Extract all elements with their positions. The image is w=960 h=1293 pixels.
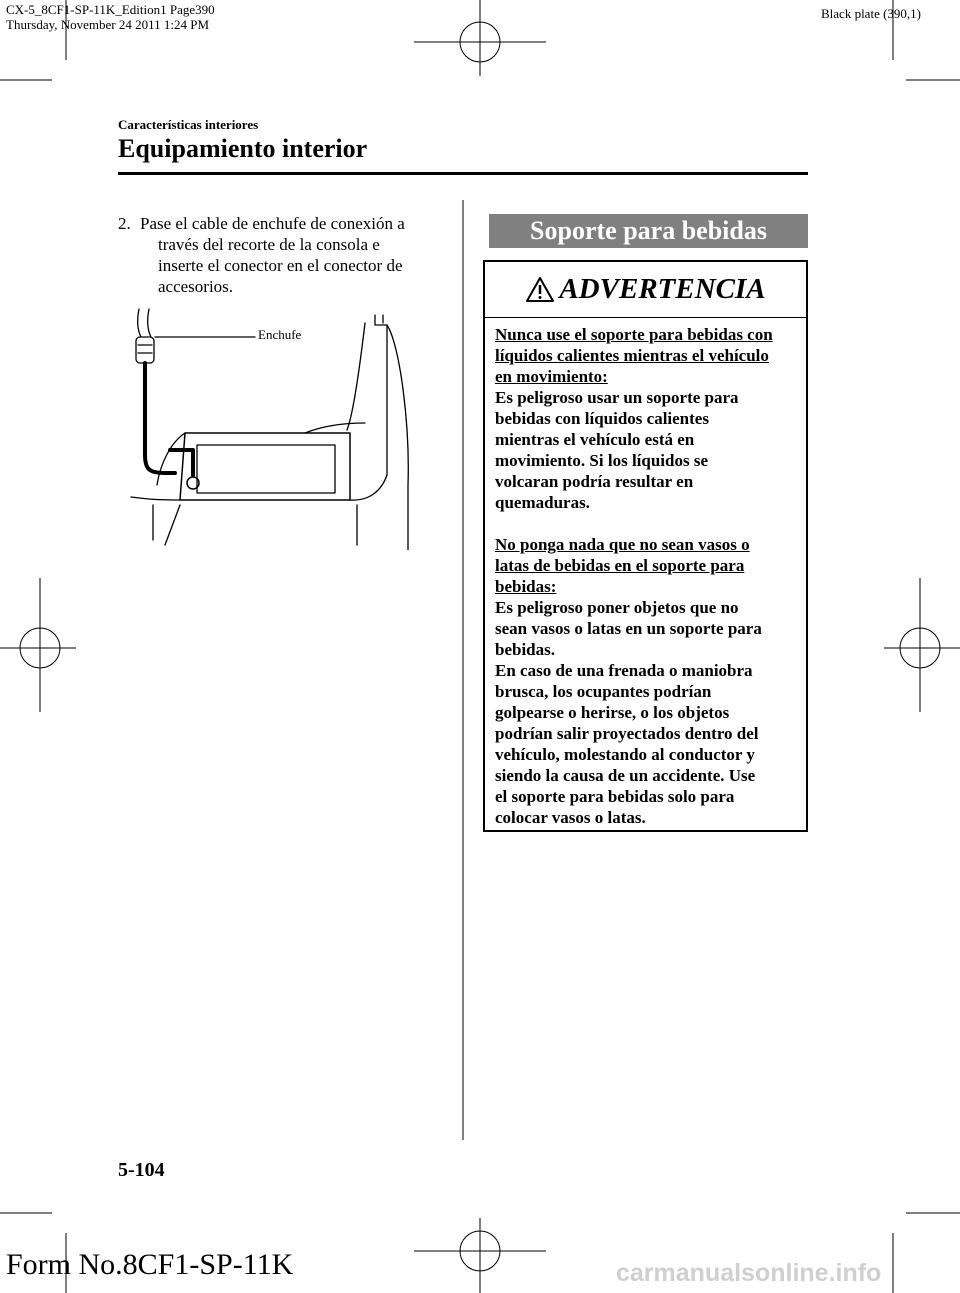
warning-line: Es peligroso poner objetos que no	[495, 598, 739, 617]
warning-line: volcaran podría resultar en	[495, 472, 694, 491]
warning-line: brusca, los ocupantes podrían	[495, 682, 712, 701]
warning-line: colocar vasos o latas.	[495, 808, 646, 827]
warning-line: Nunca use el soporte para bebidas con	[495, 325, 773, 344]
watermark: carmanualsonline.info	[616, 1259, 882, 1287]
header-plate: Black plate (390,1)	[821, 6, 921, 21]
warning-line: bebidas.	[495, 640, 555, 659]
step-text	[140, 213, 455, 297]
warning-line: sean vasos o latas en un soporte para	[495, 619, 762, 638]
warning-line: quemaduras.	[495, 493, 590, 512]
warning-line: bebidas:	[495, 577, 557, 596]
warning-line: podrían salir proyectados dentro del	[495, 724, 759, 743]
section-banner: Soporte para bebidas	[489, 214, 808, 248]
warning-line: mientras el vehículo está en	[495, 430, 695, 449]
warning-box	[483, 260, 808, 832]
section-category: Características interiores	[118, 117, 259, 132]
form-number: Form No.8CF1-SP-11K	[6, 1248, 294, 1281]
step-line: accesorios.	[158, 277, 234, 296]
page-number: 5-104	[118, 1159, 165, 1181]
warning-line: bebidas con líquidos calientes	[495, 409, 709, 428]
warning-line: movimiento. Si los líquidos se	[495, 451, 709, 470]
warning-content	[485, 318, 806, 828]
header-file-line: CX-5_8CF1-SP-11K_Edition1 Page390	[6, 2, 215, 17]
warning-title: ADVERTENCIA	[559, 273, 766, 305]
warning-line: siendo la causa de un accidente. Use	[495, 766, 756, 785]
figure-label-enchufe: Enchufe	[258, 327, 302, 342]
warning-block2-body	[495, 597, 798, 828]
warning-line: vehículo, molestando al conductor y	[495, 745, 755, 764]
section-rule	[118, 172, 808, 175]
warning-heading	[485, 262, 806, 318]
header-date-line: Thursday, November 24 2011 1:24 PM	[6, 17, 210, 32]
warning-block1-body	[495, 387, 798, 513]
section-title: Equipamiento interior	[118, 134, 368, 163]
step-line: Pase el cable de enchufe de conexión a	[140, 214, 405, 233]
warning-line: el soporte para bebidas solo para	[495, 787, 735, 806]
warning-line: No ponga nada que no sean vasos o	[495, 535, 750, 554]
step-line: inserte el conector en el conector de	[158, 256, 403, 275]
warning-line: Es peligroso usar un soporte para	[495, 388, 739, 407]
warning-line: En caso de una frenada o maniobra	[495, 661, 753, 680]
step-number: 2.	[118, 214, 131, 233]
step-line: través del recorte de la consola e	[158, 235, 380, 254]
warning-line: latas de bebidas en el soporte para	[495, 556, 745, 575]
warning-line: en movimiento:	[495, 367, 608, 386]
warning-block1-heading	[495, 324, 798, 387]
warning-line: golpearse o herirse, o los objetos	[495, 703, 730, 722]
warning-line: líquidos calientes mientras el vehículo	[495, 346, 769, 365]
warning-block2-heading	[495, 534, 798, 597]
warning-triangle-icon	[525, 276, 555, 303]
